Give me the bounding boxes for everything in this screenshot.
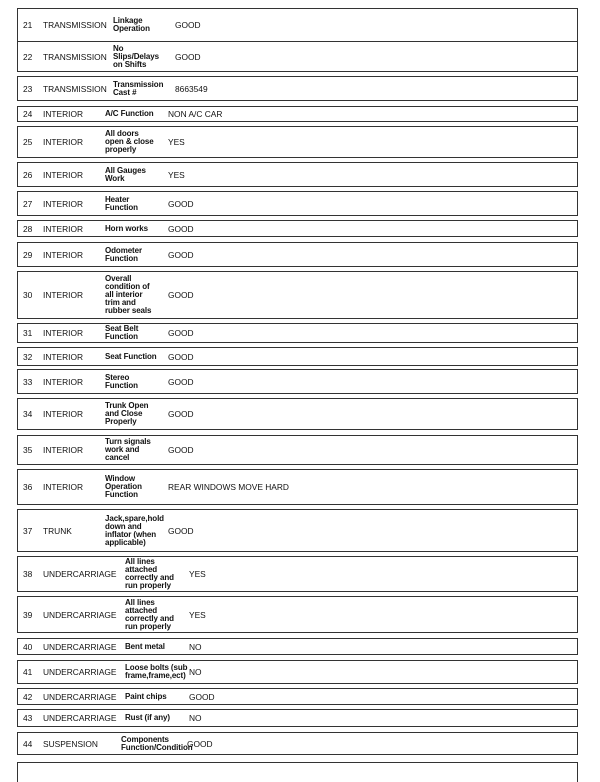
row-item-line: Stereo [105,372,130,382]
row-number: 29 [23,249,33,260]
row-item [105,167,146,183]
row-item-line: Transmission [113,79,164,89]
row-number: 41 [23,667,33,677]
table-row [17,660,578,684]
row-item [105,402,148,426]
row-item-line: Jack,spare,hold [105,513,164,523]
row-number: 31 [23,328,33,338]
row-value: GOOD [168,198,194,209]
row-item-line: Function [105,490,138,499]
row-item-line: Components [121,734,169,744]
row-number: 30 [23,290,33,300]
table-row [17,688,578,705]
row-item [105,275,151,315]
row-item-line: All lines [125,557,155,566]
row-number: 43 [23,713,33,723]
row-item-line: Function/Condition [121,742,193,752]
table-row [17,126,578,158]
row-item-line: A/C Function [105,109,154,118]
row-item-line: and Close [105,409,143,418]
row-item [105,438,151,462]
row-item-line: all interior [105,290,143,299]
row-category: UNDERCARRIAGE [43,609,117,620]
row-item [105,196,138,212]
row-value: GOOD [175,51,201,62]
row-number: 33 [23,376,33,387]
row-item [105,475,142,499]
row-category: UNDERCARRIAGE [43,691,117,702]
table-row [17,242,578,267]
row-category: INTERIOR [43,249,84,260]
row-item-line: correctly and [125,573,174,582]
table-row [17,41,578,72]
table-row-partial [17,762,578,782]
row-value: YES [189,609,206,620]
row-value: GOOD [168,328,194,338]
row-value: GOOD [168,525,194,536]
row-category: INTERIOR [43,137,84,147]
row-item [125,558,174,590]
row-item-line: work and [105,445,140,454]
row-value: GOOD [168,249,194,260]
row-value: GOOD [168,351,194,362]
row-category: INTERIOR [43,223,84,234]
row-item [105,325,138,341]
row-item-line: All doors [105,129,139,138]
row-item [105,374,138,390]
row-number: 35 [23,445,33,455]
row-item-line: down and [105,521,142,531]
row-number: 40 [23,641,33,652]
row-item-line: on Shifts [113,59,147,69]
row-item [125,599,174,631]
row-category: UNDERCARRIAGE [43,667,117,677]
row-item-line: Loose bolts (sub [125,663,188,672]
row-item [125,664,187,680]
table-row [17,596,578,633]
table-row [17,469,578,505]
row-item-line: attached [125,565,158,574]
row-item [113,17,150,33]
row-value: NO [189,713,202,723]
row-category: TRANSMISSION [43,20,107,30]
row-item-line: properly [105,145,137,154]
row-item-line: trim and [105,298,136,307]
row-value: YES [189,569,206,579]
row-item [125,714,170,722]
row-item-line: Work [105,173,125,183]
row-item [105,130,154,154]
row-category: INTERIOR [43,328,84,338]
row-item-line: Seat Belt [105,324,139,333]
row-value: GOOD [187,738,213,749]
row-value: GOOD [168,445,194,455]
row-item [125,643,165,651]
row-item-line: Properly [105,417,137,426]
row-category: INTERIOR [43,376,84,387]
row-number: 37 [23,525,33,536]
row-number: 34 [23,409,33,419]
row-item-line: Function [105,202,138,212]
row-item-line: Rust (if any) [125,713,170,722]
row-item [125,693,167,701]
table-row [17,347,578,366]
row-item-line: condition of [105,282,150,291]
row-category: UNDERCARRIAGE [43,569,117,579]
row-item [113,81,163,97]
row-category: TRANSMISSION [43,51,107,62]
row-item-line: Trunk Open [105,401,149,410]
row-category: SUSPENSION [43,738,98,749]
row-number: 25 [23,137,33,147]
row-item-line: No [113,43,124,53]
row-value: NON A/C CAR [168,109,223,119]
row-item-line: Overall [105,274,132,283]
row-number: 21 [23,20,33,30]
row-item-line: Operation [113,24,150,33]
row-item [105,353,157,361]
row-number: 38 [23,569,33,579]
row-number: 24 [23,109,33,119]
row-item-line: Horn works [105,223,149,233]
row-number: 23 [23,83,33,94]
row-category: INTERIOR [43,198,84,209]
row-item-line: run properly [125,621,171,631]
row-item-line: run properly [125,581,171,590]
row-value: GOOD [168,409,194,419]
table-row [17,732,578,755]
row-value: YES [168,169,185,180]
row-value: GOOD [168,376,194,387]
table-row [17,638,578,655]
row-item [113,45,159,69]
row-item-line: All lines [125,597,155,607]
row-category: INTERIOR [43,482,84,492]
row-category: INTERIOR [43,445,84,455]
row-category: INTERIOR [43,109,84,119]
table-row [17,76,578,101]
row-item-line: applicable) [105,537,146,547]
row-item [105,247,142,263]
row-item-line: Cast # [113,87,137,97]
table-row [17,106,578,122]
row-number: 32 [23,351,33,362]
row-number: 27 [23,198,33,209]
row-number: 36 [23,482,33,492]
row-item-line: Slips/Delays [113,51,159,61]
row-item-line: rubber seals [105,306,152,315]
row-item-line: All Gauges [105,165,146,175]
row-item [105,515,164,547]
row-number: 22 [23,51,33,62]
row-item-line: open & close [105,137,154,146]
table-row [17,162,578,187]
row-item-line: attached [125,605,158,615]
row-number: 26 [23,169,33,180]
row-number: 44 [23,738,33,749]
row-number: 39 [23,609,33,620]
row-item-line: Operation [105,482,142,491]
row-item [121,736,193,752]
table-row [17,435,578,465]
row-item-line: correctly and [125,613,174,623]
table-row [17,8,578,42]
row-item-line: Function [105,253,138,263]
row-value: GOOD [175,20,201,30]
row-item-line: Odometer [105,245,142,255]
row-category: INTERIOR [43,351,84,362]
table-row [17,709,578,727]
table-row [17,509,578,552]
table-row [17,220,578,237]
table-row [17,323,578,343]
row-category: INTERIOR [43,409,84,419]
row-item-line: inflator (when [105,529,157,539]
row-item-line: Function [105,332,138,341]
row-value: REAR WINDOWS MOVE HARD [168,482,289,492]
row-value: NO [189,667,202,677]
row-item-line: cancel [105,453,130,462]
row-item-line: Seat Function [105,351,157,361]
row-value: GOOD [168,223,194,234]
row-item-line: Window [105,474,135,483]
row-category: TRUNK [43,525,72,536]
row-value: YES [168,137,185,147]
row-item-line: Function [105,380,138,390]
table-row [17,191,578,216]
table-row [17,271,578,319]
row-item-line: frame,frame,ect) [125,671,186,680]
row-item [105,110,154,118]
row-value: GOOD [189,691,215,702]
row-value: 8663549 [175,83,208,94]
row-category: UNDERCARRIAGE [43,641,117,652]
row-value: GOOD [168,290,194,300]
row-item-line: Bent metal [125,641,165,651]
row-item-line: Linkage [113,16,143,25]
row-category: INTERIOR [43,169,84,180]
row-category: TRANSMISSION [43,83,107,94]
row-item-line: Turn signals [105,437,151,446]
row-item-line: Heater [105,194,130,204]
row-category: INTERIOR [43,290,84,300]
row-number: 42 [23,691,33,702]
row-item-line: Paint chips [125,691,167,701]
table-row [17,369,578,394]
row-number: 28 [23,223,33,234]
row-value: NO [189,641,202,652]
table-row [17,398,578,430]
table-row [17,556,578,592]
row-category: UNDERCARRIAGE [43,713,117,723]
row-item [105,225,148,233]
